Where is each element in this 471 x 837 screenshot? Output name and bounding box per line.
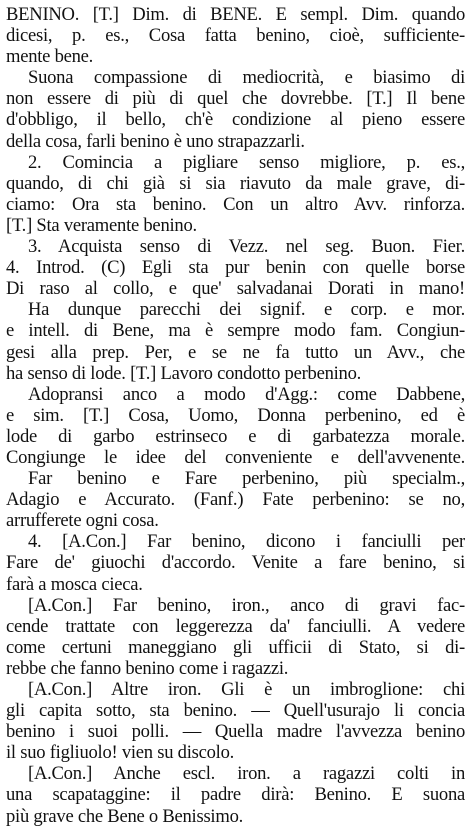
entry-line: Adopransi anco a modo d'Agg.: come Dabbene, bbox=[28, 383, 465, 405]
entry-line: Di raso al collo, e que' salvadanai Dorati in mano! bbox=[6, 278, 465, 300]
entry-line: [A.Con.] Far benino, iron., anco di gravi fac- bbox=[28, 594, 465, 616]
entry-line: 2. Comincia a pigliare senso migliore, p. es., bbox=[28, 151, 465, 173]
entry-line: più grave che Bene o Benissimo. bbox=[6, 805, 244, 827]
entry-line: 4. Introd. (C) Egli sta pur benin con quelle borse bbox=[6, 257, 465, 279]
entry-line: [A.Con.] Altre iron. Gli è un imbroglione: chi bbox=[28, 679, 465, 700]
entry-line: farà a mosca cieca. bbox=[6, 573, 143, 595]
entry-line: [T.] Sta veramente benino. bbox=[6, 214, 197, 236]
entry-line: Ha dunque parecchi dei signif. e corp. e mor. bbox=[28, 299, 465, 321]
entry-line: Congiunge le idee del conveniente e dell'avvenente. bbox=[6, 446, 465, 468]
entry-line: cende trattate con leggerezza da' fanciulli. A vedere bbox=[6, 615, 465, 637]
entry-line: quando, di chi già si sia riavuto da male grave, di- bbox=[6, 172, 465, 194]
entry-line: 4. [A.Con.] Far benino, dicono i fanciulli per bbox=[28, 531, 465, 553]
dictionary-entry-benino bbox=[6, 4, 465, 827]
entry-line: una scapataggine: il padre dirà: Benino. E suona bbox=[6, 784, 465, 806]
entry-line: come certuni maneggiano gli ufficii di Stato, si di- bbox=[6, 636, 465, 658]
entry-line: Far benino e Fare perbenino, più specialm., bbox=[28, 468, 465, 490]
entry-line: dicesi, p. es., Cosa fatta benino, cioè, sufficiente- bbox=[6, 25, 465, 47]
entry-line: della cosa, farli benino è uno strapazzarli. bbox=[6, 130, 305, 152]
entry-line: ciamo: Ora sta benino. Con un altro Avv. rinforza. bbox=[6, 193, 465, 215]
entry-line: arrufferete ogni cosa. bbox=[6, 510, 159, 532]
entry-line: lode di garbo estrinseco e di garbatezza morale. bbox=[6, 425, 465, 447]
entry-line: Adagio e Accurato. (Fanf.) Fate perbenino: se no, bbox=[6, 489, 465, 511]
entry-line: 3. Acquista senso di Vezz. nel seg. Buon. Fier. bbox=[28, 236, 465, 258]
entry-line: ha senso di lode. [T.] Lavoro condotto perbenino. bbox=[6, 362, 362, 384]
entry-line: Fare de' giuochi d'accordo. Venite a fare benino, si bbox=[6, 552, 465, 574]
entry-line: d'obbligo, il bello, ch'è condizione al pieno essere bbox=[6, 109, 465, 131]
entry-line: rebbe che fanno benino come i ragazzi. bbox=[6, 657, 289, 679]
entry-line: benino i suoi polli. — Quella madre l'avvezza benino bbox=[6, 721, 465, 743]
entry-line: il suo figliuolo! vien su discolo. bbox=[6, 742, 235, 764]
entry-line: gesi alla prep. Per, e se ne fa tutto un Avv., che bbox=[6, 341, 465, 363]
entry-line: e sim. [T.] Cosa, Uomo, Donna perbenino, ed è bbox=[6, 404, 465, 426]
entry-line: mente bene. bbox=[6, 46, 94, 68]
entry-line: e intell. di Bene, ma è sempre modo fam. Congiun- bbox=[6, 320, 465, 342]
entry-line: Suona compassione di mediocrità, e biasimo di bbox=[28, 67, 465, 89]
entry-line: non essere di più di quel che dovrebbe. [T.] Il bene bbox=[6, 88, 465, 110]
entry-line: gli capita sotto, sta benino. — Quell'usurajo li concia bbox=[6, 700, 465, 722]
entry-line: BENINO. [T.] Dim. di BENE. E sempl. Dim. quando bbox=[6, 4, 465, 25]
entry-line: [A.Con.] Anche escl. iron. a ragazzi colti in bbox=[28, 763, 465, 785]
